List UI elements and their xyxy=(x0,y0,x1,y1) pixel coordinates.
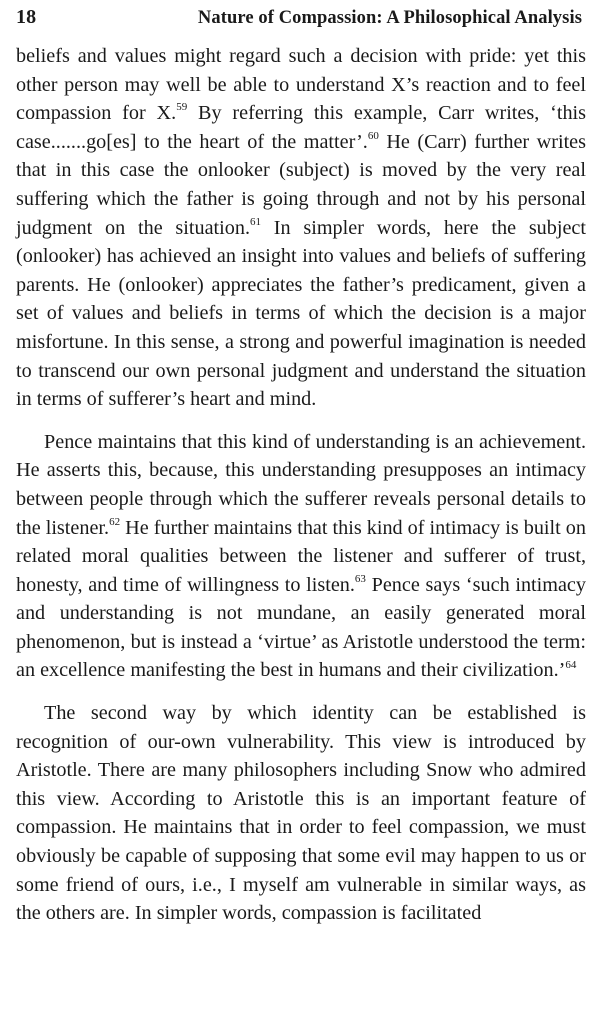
body-text xyxy=(16,42,586,928)
running-title: Nature of Compassion: A Philosophical Analysis xyxy=(197,8,582,28)
footnote-reference: 59 xyxy=(176,101,188,114)
paragraph xyxy=(16,699,586,928)
footnote-reference: 64 xyxy=(565,658,577,671)
text-run: By referring this example, Carr writes, ‘this case.......go[es] to the heart of the matter’. xyxy=(16,102,587,153)
paragraph xyxy=(16,428,586,685)
footnote-reference: 60 xyxy=(367,130,379,143)
text-run: beliefs and values might regard such a decision with pride: yet this other person may well be able to understand X’s reaction and to feel compassion for X. xyxy=(16,45,586,125)
text-run: In simpler words, here the subject (onlooker) has achieved an insight into values and beliefs of suffering parents. He (onlooker) appreciates the father’s predicament, given a set of values and beliefs in terms of which the decision is a major misfortune. In this sense, a strong and powerful imagination is needed to transcend our own personal judgment and understand the situation in terms of sufferer’s heart and mind. xyxy=(16,216,587,411)
page-header xyxy=(16,6,586,42)
text-run: Pence says ‘such intimacy and understanding is not mundane, an easily generated moral phenomenon, but is instead a ‘virtue’ as Aristotle understood the term: an excellence manifesting the best in humans and their civilization.’ xyxy=(16,573,586,682)
paragraph xyxy=(16,42,586,414)
text-run: The second way by which identity can be established is recognition of our-own vulnerability. This view is introduced by Aristotle. There are many philosophers including Snow who admired this view. According to Aristotle this is an important feature of compassion. He maintains that in order to feel compassion, we must obviously be capable of supposing that some evil may happen to us or some friend of ours, i.e., I myself am vulnerable in similar ways, as the others are. In simpler words, compassion is facilitated xyxy=(16,702,586,925)
text-run: Pence maintains that this kind of understanding is an achievement. He asserts this, because, this understanding presupposes an intimacy between people through which the sufferer reveals personal details to the listener. xyxy=(16,430,586,539)
footnote-reference: 63 xyxy=(354,572,366,585)
text-run: He (Carr) further writes that in this case the onlooker (subject) is moved by the very real suffering which the father is going through and not by his personal judgment on the situation. xyxy=(16,130,586,239)
footnote-reference: 62 xyxy=(109,515,121,528)
text-run: He further maintains that this kind of intimacy is built on related moral qualities between the listener and sufferer of trust, honesty, and time of willingness to listen. xyxy=(16,516,586,596)
page-number: 18 xyxy=(16,6,37,28)
footnote-reference: 61 xyxy=(250,215,262,228)
